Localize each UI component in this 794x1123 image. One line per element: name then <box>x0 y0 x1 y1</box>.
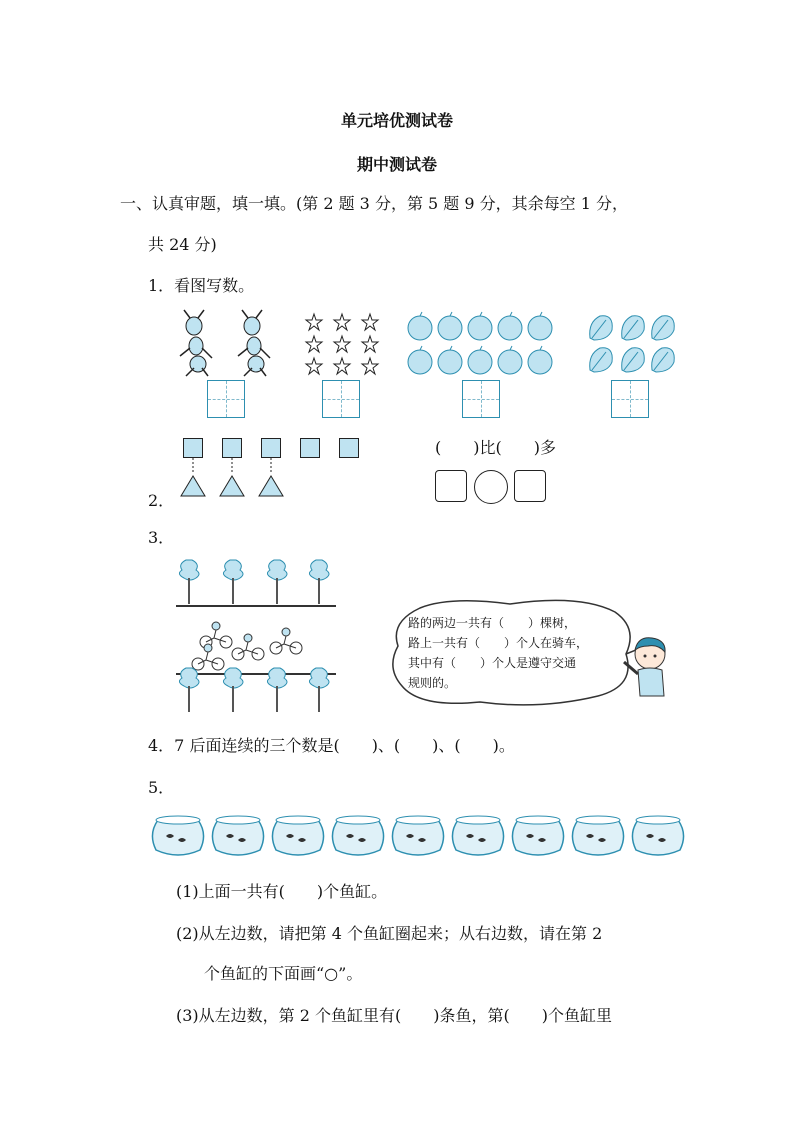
square-shape <box>261 438 281 458</box>
square-shape <box>300 438 320 458</box>
tree-icon <box>309 560 329 604</box>
boy-icon <box>620 634 672 702</box>
square-shape <box>339 438 359 458</box>
question-4-text: 4．7 后面连续的三个数是( )、( )、( )。 <box>148 736 515 755</box>
tree-icon <box>223 560 243 604</box>
cyclist-icon <box>192 644 224 670</box>
fishbowl-icon <box>152 816 203 855</box>
tree-icon <box>179 668 199 712</box>
answer-square-1[interactable] <box>435 470 467 502</box>
cyclist-icon <box>270 628 302 654</box>
answer-grid-cabbages[interactable] <box>611 380 649 418</box>
tree-icon <box>267 560 287 604</box>
square-shape <box>222 438 242 458</box>
q5-sub2-line1: (2)从左边数，请把第 4 个鱼缸圈起来；从右边数，请在第 2 <box>176 924 603 943</box>
section-heading-line1: 一、认真审题，填一填。(第 2 题 3 分，第 5 题 9 分，其余每空 1 分， <box>120 194 629 213</box>
answer-grid-stars[interactable] <box>322 380 360 418</box>
q5-sub3: (3)从左边数，第 2 个鱼缸里有( )条鱼，第( )个鱼缸里 <box>176 1006 612 1025</box>
fishbowl-icon <box>572 816 623 855</box>
fishbowl-icon <box>392 816 443 855</box>
fishbowl-icon <box>632 816 683 855</box>
fishbowl-icon <box>452 816 503 855</box>
tree-icon <box>309 668 329 712</box>
answer-grid-apples[interactable] <box>462 380 500 418</box>
ant-icon-group <box>172 308 282 380</box>
tree-icon <box>267 668 287 712</box>
fishbowl-icon <box>272 816 323 855</box>
question-3-label: 3． <box>148 528 175 547</box>
compare-text: ( )比( )多 <box>435 438 556 457</box>
square-shape <box>183 438 203 458</box>
tree-icon <box>179 560 199 604</box>
page-title: 单元培优测试卷 <box>340 111 453 130</box>
speech-line-3: 其中有（ ）个人是遵守交通 <box>408 656 577 670</box>
question-5-label: 5． <box>148 778 175 797</box>
speech-line-1: 路的两边一共有（ ）棵树， <box>408 616 577 630</box>
fishbowl-icon <box>512 816 563 855</box>
question-1-label: 1．看图写数。 <box>148 276 255 295</box>
tree-icon <box>223 668 243 712</box>
speech-line-4: 规则的。 <box>408 676 457 690</box>
q5-sub1: (1)上面一共有( )个鱼缸。 <box>176 882 388 901</box>
question-2-label: 2． <box>148 491 175 510</box>
ant-icon <box>238 310 270 376</box>
speech-line-2: 路上一共有（ ）个人在骑车， <box>408 636 589 650</box>
fishbowl-icon <box>332 816 383 855</box>
star-icon-group <box>302 312 382 378</box>
q5-sub2-line2: 个鱼缸的下面画“○”。 <box>204 964 363 983</box>
apple-icon-group <box>406 310 558 378</box>
section-heading-line2: 共 24 分) <box>148 235 217 254</box>
fishbowl-icon <box>212 816 263 855</box>
fishbowl-row <box>150 812 698 858</box>
road-scene <box>176 552 338 712</box>
page-subtitle: 期中测试卷 <box>356 155 437 174</box>
cyclist-icon <box>200 622 232 648</box>
answer-square-2[interactable] <box>514 470 546 502</box>
ant-icon <box>180 310 212 376</box>
answer-circle[interactable] <box>474 470 508 504</box>
cyclist-icon <box>232 634 264 660</box>
answer-grid-ants[interactable] <box>207 380 245 418</box>
cabbage-icon-group <box>584 310 680 376</box>
triangle-group <box>178 458 288 500</box>
